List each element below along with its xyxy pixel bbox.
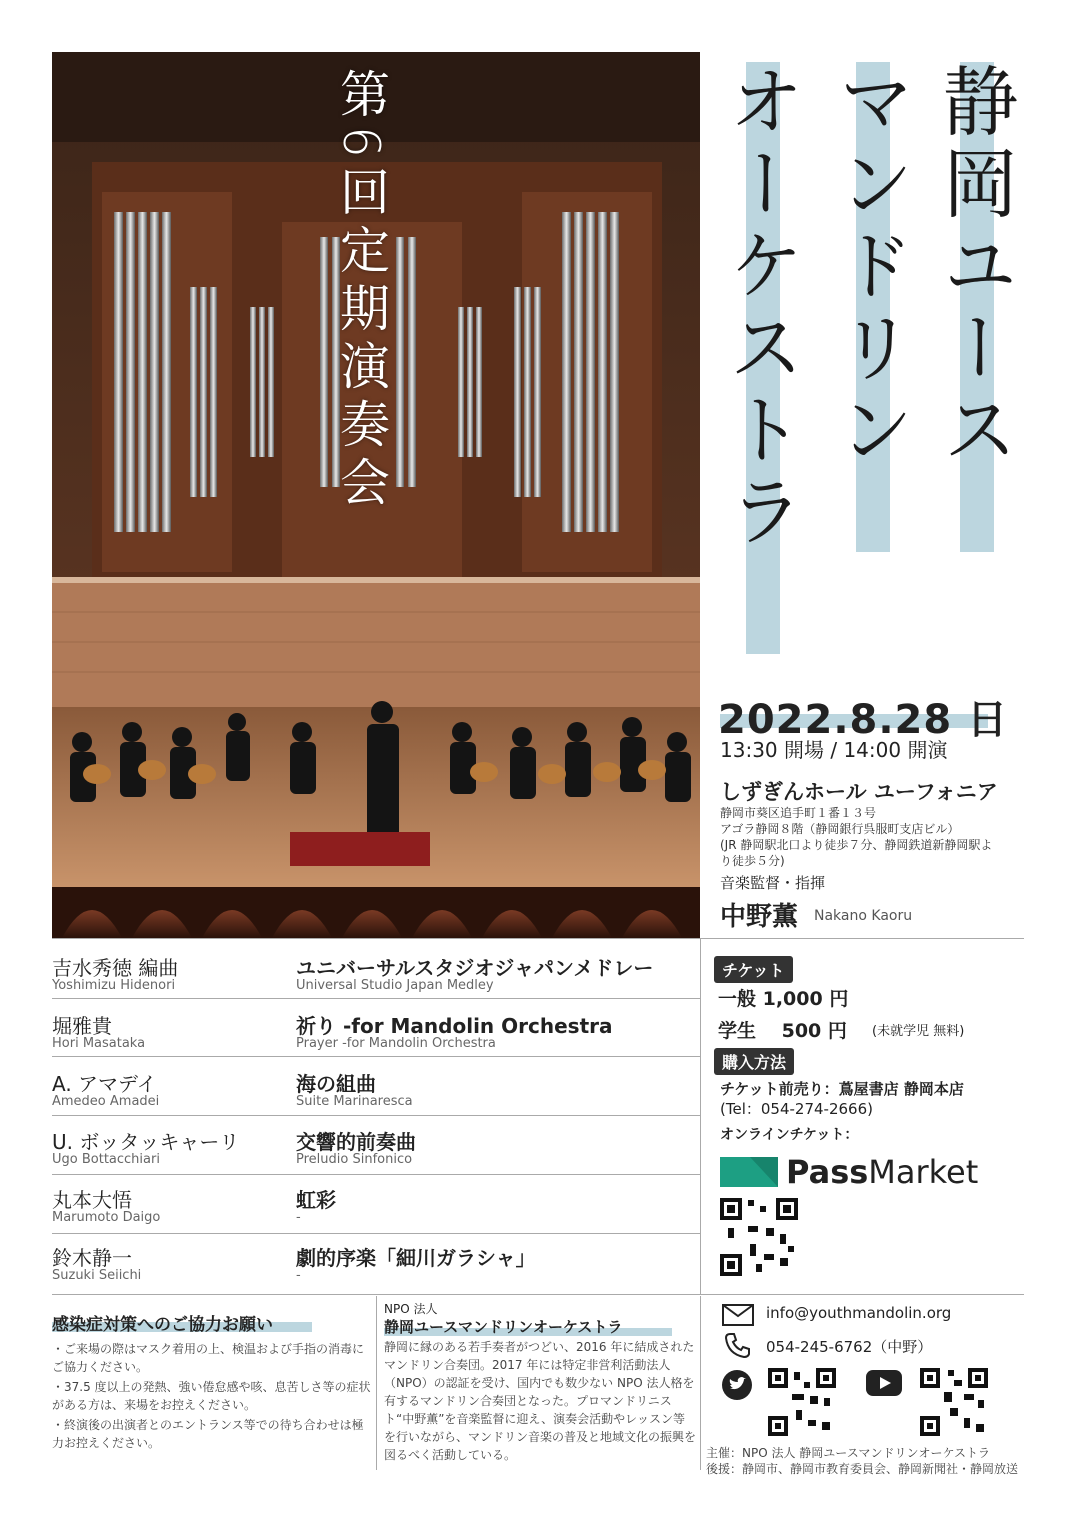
purchase-label: 購入方法	[714, 1048, 794, 1075]
npo-label: NPO 法人	[384, 1302, 438, 1316]
row-divider	[52, 998, 700, 999]
passmarket-logo-text-a: Pass	[786, 1153, 869, 1191]
divider-vertical	[700, 1296, 701, 1470]
composer-en: Ugo Bottacchiari	[52, 1152, 160, 1167]
support-credit: 後援：静岡市、静岡市教育委員会、静岡新聞社・静岡放送	[706, 1462, 1019, 1476]
conductor-name: 中野薫	[720, 902, 799, 932]
piece-title-en: Preludio Sinfonico	[296, 1152, 413, 1167]
contact-phone[interactable]: 054-245-6762（中野）	[766, 1338, 933, 1356]
row-divider	[52, 1115, 700, 1116]
divider-vertical	[700, 938, 701, 1294]
composer-en: Hori Masataka	[52, 1036, 146, 1051]
row-divider	[52, 1174, 700, 1175]
title-column-1: 静岡ユース	[930, 62, 1020, 472]
row-divider	[52, 1233, 700, 1234]
row-divider	[52, 1056, 700, 1057]
piece-title: 虹彩	[296, 1188, 336, 1212]
organizer-credit: 主催：NPO 法人 静岡ユースマンドリンオーケストラ	[706, 1446, 990, 1460]
event-times: 13:30 開場 / 14:00 開演	[720, 738, 948, 762]
passmarket-logo-text-b: Market	[868, 1153, 979, 1191]
youtube-icon[interactable]	[866, 1370, 902, 1400]
ticket-student: 学生 500 円	[718, 1020, 847, 1042]
ticket-qr-code[interactable]	[720, 1198, 798, 1276]
event-date: 2022.8.28 日	[718, 697, 1009, 743]
npo-name: 静岡ユースマンドリンオーケストラ	[384, 1318, 623, 1336]
conductor-name-en: Nakano Kaoru	[814, 908, 913, 924]
title-column-2: マンドリン	[826, 62, 916, 472]
mail-icon	[722, 1304, 754, 1330]
presale-tel: (Tel：054-274-2666)	[720, 1100, 873, 1118]
conductor-role: 音楽監督・指揮	[720, 874, 826, 892]
composer: 鈴木静一	[52, 1246, 132, 1270]
passmarket-logo[interactable]	[720, 1152, 978, 1192]
piece-title: ユニバーサルスタジオジャパンメドレー	[296, 956, 654, 980]
venue-address-3: (JR 静岡駅北口より徒歩７分、静岡鉄道新静岡駅よ	[720, 838, 993, 852]
piece-title: 祈り -for Mandolin Orchestra	[296, 1014, 613, 1038]
venue-address-1: 静岡市葵区追手町１番１３号	[720, 806, 877, 820]
piece-title: 交響的前奏曲	[296, 1130, 416, 1154]
venue-name: しずぎんホール ユーフォニア	[720, 780, 998, 804]
ticket-label: チケット	[714, 956, 793, 983]
passmarket-logo-mark	[720, 1157, 778, 1187]
notice-item-1: ・ご来場の際はマスク着用の上、検温および手指の消毒にご協力ください。	[52, 1342, 365, 1374]
npo-description: 静岡に縁のある若手奏者がつどい、2016 年に結成されたマンドリン合奏団。2017 年には特定非営利活動法人（NPO）の認証を受け、国内でも数少ない NPO 法人格を有するマンドリン合奏団となった。プロマンドリニスト“中野薫”を音楽監督に迎え、演奏会活動やレッスン等を行いながら、マンドリン音楽の普及と地域文化の振興を図るべく活動している。	[384, 1340, 697, 1462]
venue-address-4: り徒歩５分)	[720, 854, 785, 868]
event-weekday: 日	[967, 697, 1009, 743]
divider	[52, 1294, 700, 1295]
phone-icon	[724, 1332, 750, 1362]
composer: 堀雅貴	[52, 1014, 112, 1038]
piece-title-en: Universal Studio Japan Medley	[296, 978, 494, 993]
online-ticket-label: オンラインチケット：	[720, 1127, 859, 1143]
composer: A. アマデイ	[52, 1072, 157, 1096]
piece-title-en: -	[296, 1210, 301, 1225]
venue-address-2: アゴラ静岡８階（静岡銀行呉服町支店ビル）	[720, 822, 960, 836]
concert-title: 第6回定期演奏会	[332, 68, 390, 514]
twitter-icon[interactable]	[722, 1370, 752, 1404]
notice-title: 感染症対策へのご協力お願い	[52, 1315, 273, 1335]
piece-title-en: -	[296, 1268, 301, 1283]
piece-title-en: Prayer -for Mandolin Orchestra	[296, 1036, 496, 1051]
piece-title-en: Suite Marinaresca	[296, 1094, 413, 1109]
composer-en: Suzuki Seiichi	[52, 1268, 142, 1283]
ticket-student-note: (未就学児 無料)	[872, 1024, 965, 1039]
composer: U. ボッタッキャーリ	[52, 1130, 240, 1154]
ticket-general: 一般 1,000 円	[718, 988, 849, 1010]
composer: 吉水秀徳 編曲	[52, 956, 179, 980]
twitter-qr-code[interactable]	[768, 1368, 836, 1436]
composer-en: Marumoto Daigo	[52, 1210, 161, 1225]
piece-title: 劇的序楽「細川ガラシャ」	[296, 1246, 536, 1270]
notice-item-2: ・37.5 度以上の発熱、強い倦怠感や咳、息苦しさ等の症状がある方は、来場をお控えください。	[52, 1380, 371, 1412]
youtube-qr-code[interactable]	[920, 1368, 988, 1436]
divider-vertical	[376, 1296, 377, 1470]
divider	[52, 938, 1024, 939]
composer-en: Yoshimizu Hidenori	[52, 978, 176, 993]
composer-en: Amedeo Amadei	[52, 1094, 160, 1109]
contact-email[interactable]: info@youthmandolin.org	[766, 1304, 952, 1322]
piece-title: 海の組曲	[296, 1072, 376, 1096]
divider	[700, 1294, 1024, 1295]
notice-item-3: ・終演後の出演者とのエントランス等での待ち合わせは極力お控えください。	[52, 1418, 364, 1450]
presale-info: チケット前売り：蔦屋書店 静岡本店	[720, 1080, 964, 1098]
composer: 丸本大悟	[52, 1188, 132, 1212]
title-column-3: オーケストラ	[716, 62, 806, 554]
